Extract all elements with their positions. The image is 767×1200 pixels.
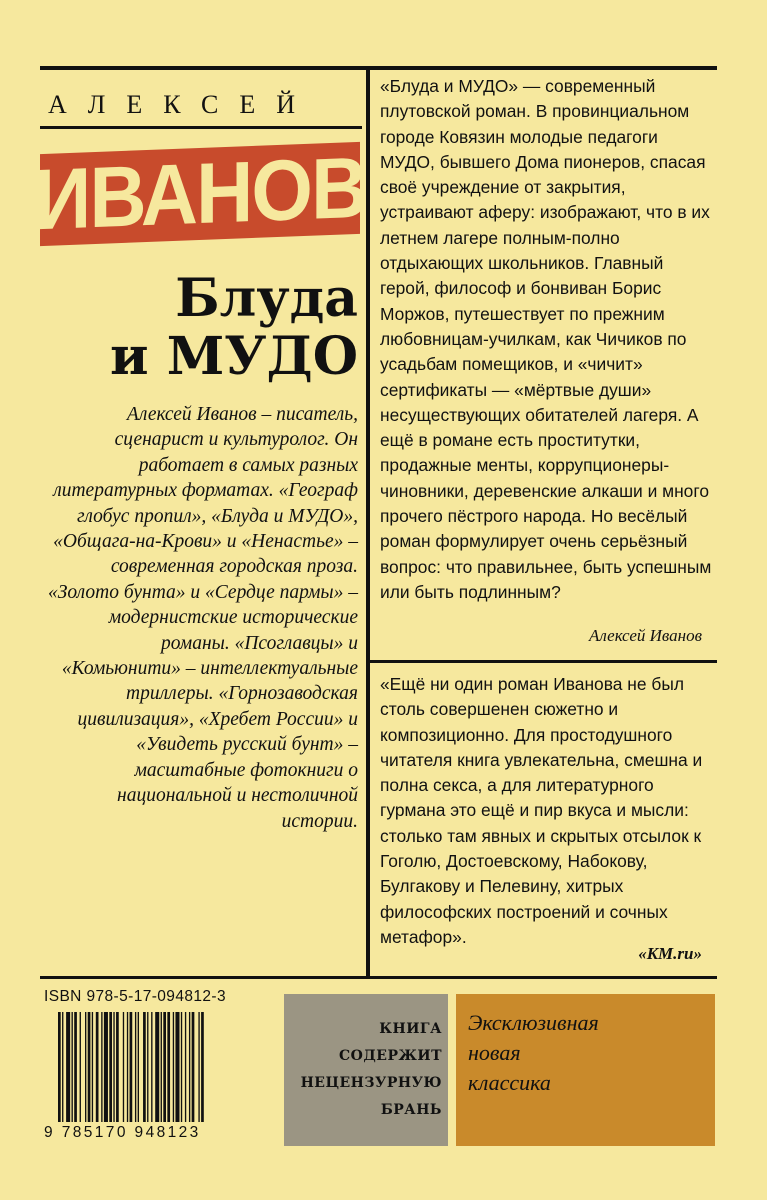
warning-line: КНИГА [379, 1021, 442, 1037]
bottom-rule [40, 976, 717, 979]
barcode-bar [80, 1012, 81, 1122]
review-rule [366, 660, 717, 663]
series-line: Эксклюзивная [468, 1010, 599, 1035]
barcode-bar [155, 1012, 159, 1122]
barcode-bar [116, 1012, 119, 1122]
barcode-bar [173, 1012, 174, 1122]
barcode-bar [130, 1012, 133, 1122]
top-rule [40, 66, 717, 70]
barcode-bar [185, 1012, 186, 1122]
barcode-digits: 9 785170 948123 [44, 1124, 201, 1141]
barcode-bar [175, 1012, 179, 1122]
barcode-bar [201, 1012, 204, 1122]
barcode-bar [109, 1012, 112, 1122]
barcode-bar [138, 1012, 139, 1122]
review-quote: «Ещё ни один роман Иванова не был столь совершенен сюжетно и композиционно. Для простодушного читателя книга увлекательна, смешна и полна секса, а для литературного гурмана это ещё и пир вкуса и мысли: столько там явных и скрытых отсылок к Гоголю, Достоевскому, Набокову, Булгакову и Пелевину, хитрых философских построений и сочных метафор». [380, 674, 703, 947]
column-divider [366, 66, 370, 976]
barcode-bar [101, 1012, 102, 1122]
barcode-bar [92, 1012, 93, 1122]
author-bio: Алексей Иванов – писатель, сценарист и культуролог. Он работает в самых разных литературных форматах. «Географ глобус пропил», «Блуда и МУДО», «Общага-на-Крови» и «Ненастье» – современная городская проза. «Золото бунта» и «Сердце пармы» – модернистские исторические романы. «Псоглавцы» и «Комьюнити» – интеллектуальные триллеры. «Горнозаводская цивилизация», «Хребет России» и «Увидеть русский бунт» – масштабные фотокниги о национальной и нестоличной истории. [47, 404, 358, 832]
barcode-bar [74, 1012, 77, 1122]
barcode-bar [189, 1012, 190, 1122]
barcode-bar [167, 1012, 170, 1122]
barcode-bar [143, 1012, 146, 1122]
barcode-bar [163, 1012, 166, 1122]
book-title [40, 270, 358, 386]
barcode-bar [104, 1012, 108, 1122]
title-line-2: и МУДО [110, 326, 358, 387]
author-first-name: АЛЕКСЕЙ [48, 90, 316, 119]
book-description: «Блуда и МУДО» — современный плутовской роман. В провинциальном городе Ковязин молодые педагоги МУДО, бывшего Дома пионеров, спасая своё учреждение от закрытия, устраивают аферу: изображают, что в их летнем лагере полным-полно отдыхающих школьников. Главный герой, философ и бонвиван Борис Моржов, путешествует по прежним любовницам-училкам, как Чичиков по усадьбам помещиков, и «чичит» сертификаты — «мёртвые души» несуществующих обитателей лагеря. А ещё в романе есть проститутки, продажные менты, коррупционеры-чиновники, деревенские алкаши и много прочего пёстрого народа. Но весёлый роман формулирует очень серьёзный вопрос: что правильнее, быть успешным или быть подлинным? [380, 76, 712, 602]
author-last-name: ИВАНОВ [34, 139, 367, 249]
barcode [58, 1012, 270, 1122]
barcode-bar [72, 1012, 73, 1122]
barcode-bar [85, 1012, 86, 1122]
barcode-bar [192, 1012, 195, 1122]
barcode-bar [135, 1012, 136, 1122]
warning-line: НЕЦЕНЗУРНУЮ [300, 1075, 442, 1091]
series-line: классика [468, 1070, 551, 1095]
warning-line: БРАНЬ [380, 1102, 442, 1118]
description-signature: Алексей Иванов [588, 626, 702, 645]
barcode-bar [96, 1012, 99, 1122]
warning-line: СОДЕРЖИТ [339, 1048, 442, 1064]
barcode-bar [58, 1012, 61, 1122]
barcode-bar [62, 1012, 63, 1122]
barcode-bar [123, 1012, 124, 1122]
barcode-bar [113, 1012, 114, 1122]
barcode-bar [66, 1012, 70, 1122]
barcode-bar [151, 1012, 152, 1122]
barcode-bar [88, 1012, 91, 1122]
barcode-bar [181, 1012, 182, 1122]
author-rule [40, 126, 362, 129]
review-source: «KM.ru» [638, 944, 702, 963]
book-back-cover [34, 66, 717, 1166]
author-banner [34, 139, 367, 249]
isbn-label: ISBN 978-5-17-094812-3 [44, 988, 226, 1005]
series-box [456, 994, 715, 1146]
barcode-bar [147, 1012, 148, 1122]
series-line: новая [468, 1040, 521, 1065]
title-line-1: Блуда [175, 268, 358, 329]
content-warning-box [284, 994, 448, 1146]
barcode-bar [127, 1012, 128, 1122]
barcode-bar [198, 1012, 199, 1122]
barcode-bar [161, 1012, 162, 1122]
